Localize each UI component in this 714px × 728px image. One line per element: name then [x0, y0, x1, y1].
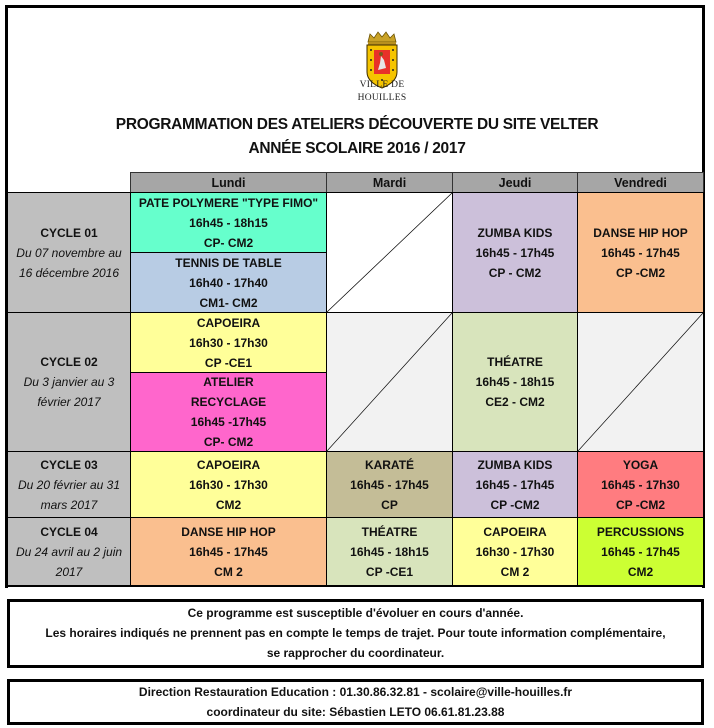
- activity-time: 16h45 - 18h15: [350, 544, 429, 559]
- activity-cell: [130, 517, 327, 587]
- activity-level: CE2 - CM2: [485, 395, 545, 409]
- cycle-dates: Du 24 avril au 2 juin 2017: [15, 544, 123, 579]
- diagonal-strike-icon: [327, 193, 452, 312]
- activity-time: 16h45 - 17h45: [189, 544, 268, 559]
- logo-line2: HOUILLES: [357, 93, 407, 103]
- activity-time: 16h45 - 17h45: [475, 477, 555, 492]
- activity-level: CP - CM2: [488, 265, 542, 280]
- notice-line: Ce programme est susceptible d'évoluer en cours d'année.: [187, 606, 524, 620]
- column-header-lundi: Lundi: [130, 172, 327, 193]
- activity-cell: [577, 517, 704, 587]
- activity-name: DANSE HIP HOP: [593, 225, 688, 240]
- activity-name: PATE POLYMERE "TYPE FIMO": [138, 195, 319, 210]
- empty-slot-cell: [577, 312, 704, 452]
- column-header-jeudi: Jeudi: [452, 172, 578, 193]
- activity-cell: [130, 312, 327, 373]
- activity-name: CAPOEIRA: [196, 457, 261, 472]
- notice-line: se rapprocher du coordinateur.: [266, 646, 445, 660]
- notice-line: Les horaires indiqués ne prennent pas en compte le temps de trajet. Pour toute information complémentaire,: [45, 626, 666, 640]
- activity-name: ATELIER: [203, 375, 254, 389]
- activity-time: 16h45 - 17h45: [350, 477, 429, 492]
- activity-time: 16h45 -17h45: [190, 415, 267, 429]
- activity-level: CM1- CM2: [199, 295, 258, 310]
- activity-cell: [326, 451, 453, 518]
- activity-time: 16h40 - 17h40: [189, 275, 268, 290]
- activity-cell: [452, 451, 578, 518]
- page-title: PROGRAMMATION DES ATELIERS DÉCOUVERTE DU SITE VELTER: [115, 116, 599, 133]
- activity-level: CM2: [627, 564, 654, 579]
- column-header-mardi: Mardi: [326, 172, 453, 193]
- cycle-dates: Du 07 novembre au 16 décembre 2016: [16, 245, 122, 280]
- activity-cell: [577, 192, 704, 313]
- notice-box: [7, 599, 704, 668]
- activity-level: CP -CE1: [204, 355, 253, 370]
- activity-name: THÉATRE: [487, 355, 543, 369]
- column-header-vendredi: Vendredi: [577, 172, 704, 193]
- cycle-dates: Du 3 janvier au 3 février 2017: [23, 375, 115, 409]
- activity-level: CP: [381, 497, 398, 512]
- activity-time: 16h30 - 17h30: [189, 335, 268, 350]
- logo-line1: VILLE DE: [359, 80, 405, 90]
- page-subtitle: ANNÉE SCOLAIRE 2016 / 2017: [248, 140, 466, 157]
- activity-name: PERCUSSIONS: [596, 524, 685, 539]
- activity-cell: [326, 517, 453, 587]
- activity-time: 16h45 - 17h30: [601, 477, 680, 492]
- activity-level: CP -CM2: [615, 265, 666, 280]
- activity-level: CM 2: [214, 564, 243, 579]
- activity-level: CM2: [215, 497, 242, 512]
- activity-time: 16h30 - 17h30: [475, 544, 555, 559]
- activity-time: 16h45 - 17h45: [475, 245, 555, 260]
- activity-cell: [452, 192, 578, 313]
- activity-cell: [577, 451, 704, 518]
- activity-name-cont: RECYCLAGE: [190, 395, 267, 409]
- activity-time: 16h45 - 18h15: [189, 215, 268, 230]
- activity-cell: [452, 517, 578, 587]
- cycle-name: CYCLE 04: [40, 524, 98, 539]
- activity-time: 16h45 - 17h45: [601, 544, 680, 559]
- activity-name: ZUMBA KIDS: [477, 457, 553, 472]
- activity-name: ZUMBA KIDS: [477, 225, 553, 240]
- cycle-name: CYCLE 02: [40, 355, 98, 369]
- activity-time: 16h45 - 18h15: [475, 375, 555, 389]
- activity-time: 16h30 - 17h30: [189, 477, 268, 492]
- activity-name: TENNIS DE TABLE: [175, 255, 282, 270]
- activity-cell: [130, 451, 327, 518]
- cycle-dates: Du 20 février au 31 mars 2017: [17, 477, 121, 512]
- activity-cell: [130, 252, 327, 313]
- activity-level: CP -CM2: [615, 497, 666, 512]
- activity-cell: [130, 372, 327, 452]
- activity-time: 16h45 - 17h45: [601, 245, 680, 260]
- activity-name: YOGA: [622, 457, 659, 472]
- diagonal-strike-icon: [327, 313, 452, 451]
- activity-level: CP -CE1: [365, 564, 414, 579]
- activity-level: CP -CM2: [490, 497, 540, 512]
- cycle-01-label: [7, 192, 131, 313]
- contact-direction: Direction Restauration Education : 01.30.86.32.81 - scolaire@ville-houilles.fr: [138, 685, 573, 699]
- activity-name: KARATÉ: [364, 457, 415, 472]
- activity-name: DANSE HIP HOP: [181, 524, 276, 539]
- cycle-03-label: [7, 451, 131, 518]
- activity-name: CAPOEIRA: [483, 524, 547, 539]
- empty-slot-cell: [326, 312, 453, 452]
- activity-cell: [452, 312, 578, 452]
- activity-level: CP- CM2: [203, 435, 254, 449]
- empty-slot-cell: [326, 192, 453, 313]
- activity-cell: [130, 192, 327, 253]
- cycle-02-label: [7, 312, 131, 452]
- activity-name: CAPOEIRA: [196, 315, 261, 330]
- cycle-name: CYCLE 01: [40, 225, 98, 240]
- diagonal-strike-icon: [578, 313, 703, 451]
- activity-level: CP- CM2: [203, 235, 254, 250]
- activity-level: CM 2: [500, 564, 530, 579]
- cycle-name: CYCLE 03: [40, 457, 98, 472]
- logo-text: [352, 79, 412, 105]
- cycle-04-label: [7, 517, 131, 587]
- contact-box: [7, 679, 704, 725]
- activity-name: THÉATRE: [361, 524, 418, 539]
- contact-coordinator: coordinateur du site: Sébastien LETO 06.61.81.23.88: [206, 705, 505, 719]
